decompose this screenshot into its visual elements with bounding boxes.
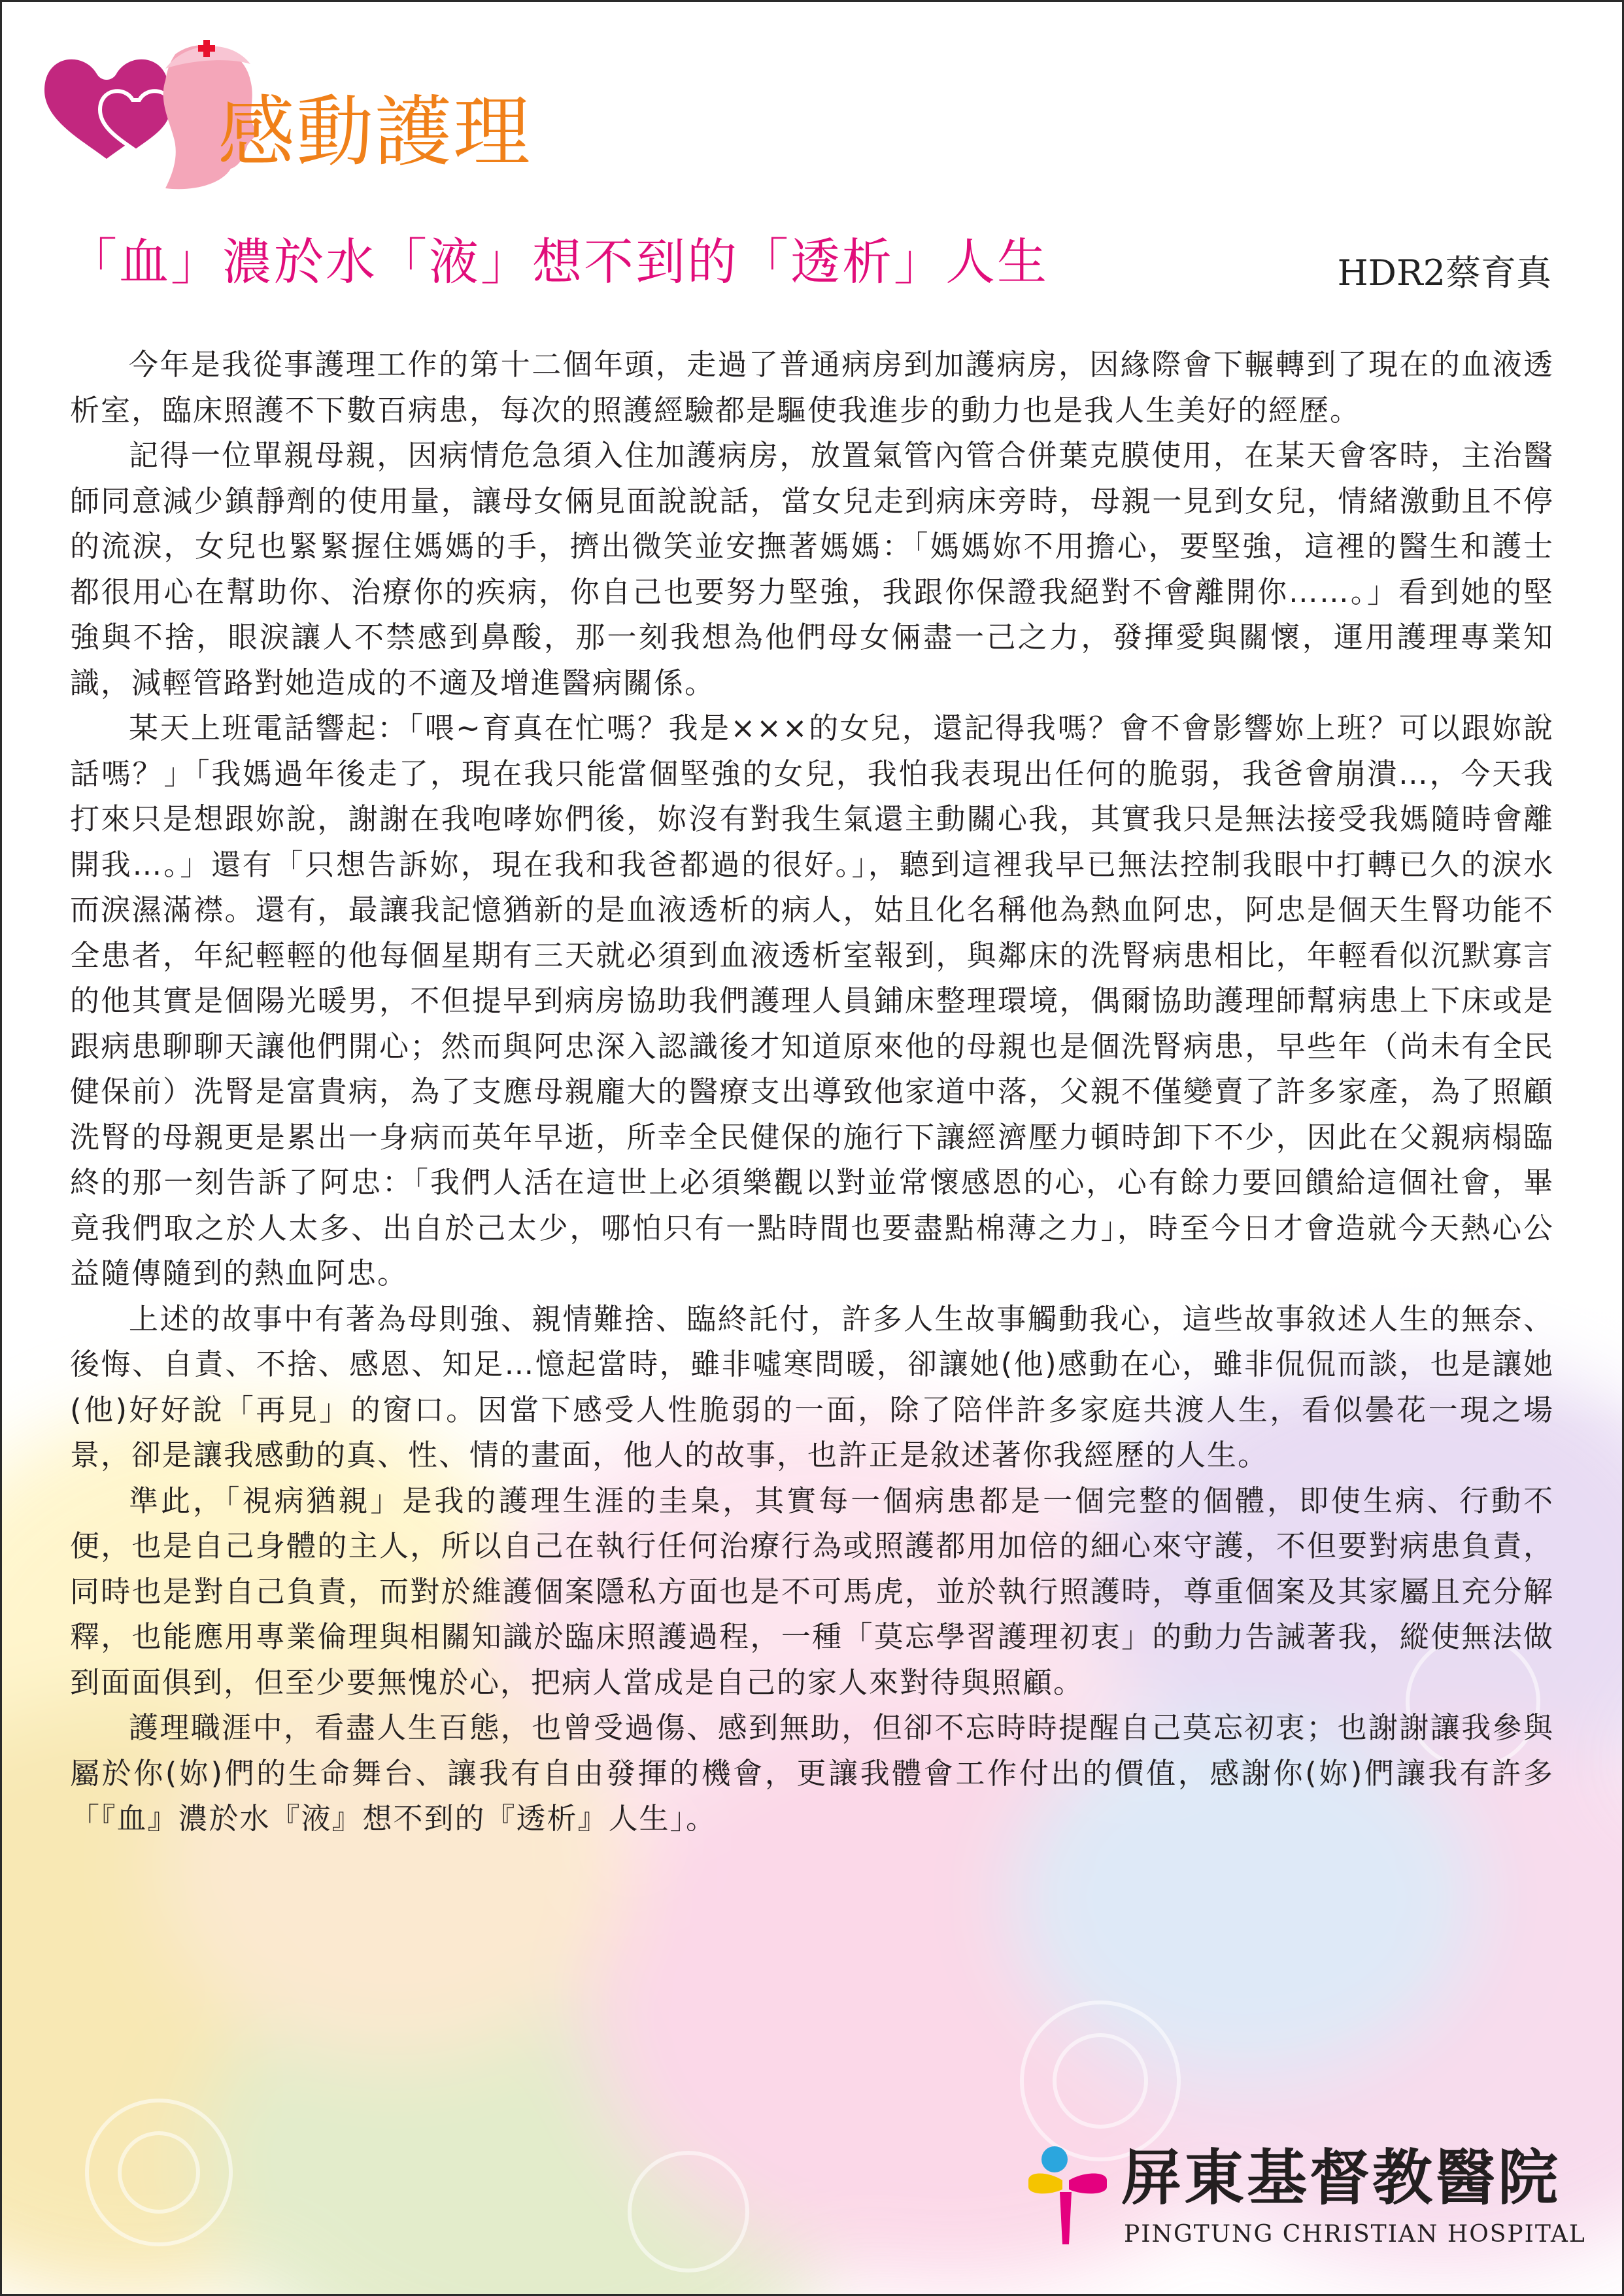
paragraph: 上述的故事中有著為母則強、親情難捨、臨終託付，許多人生故事觸動我心，這些故事敘述人生的無奈、後悔、自責、不捨、感恩、知足…憶起當時，雖非噓寒問暖，卻讓她(他)感動在心，雖非侃侃而談，也是讓她(他)好好說「再見」的窗口。因當下感受人性脆弱的一面，除了陪伴許多家庭共渡人生，看似曇花一現之場景，卻是讓我感動的真、性、情的畫面，他人的故事，也許正是敘述著你我經歷的人生。 [70,1301,1554,1472]
heart-icon [44,59,172,159]
column-title: 感動護理 [218,87,532,177]
article-title: 「血」濃於水「液」想不到的「透析」人生 [67,233,1049,291]
paragraph: 今年是我從事護理工作的第十二個年頭，走過了普通病房到加護病房，因緣際會下輾轉到了現在的血液透析室，臨床照護不下數百病患，每次的照護經驗都是驅使我進步的動力也是我人生美好的經歷。 [70,347,1554,428]
paragraph: 記得一位單親母親，因病情危急須入住加護病房，放置氣管內管合併葉克膜使用，在某天會客時，主治醫師同意減少鎮靜劑的使用量，讓母女倆見面說說話，當女兒走到病床旁時，母親一見到女兒，情緒激動且不停的流淚，女兒也緊緊握住媽媽的手，擠出微笑並安撫著媽媽：「媽媽妳不用擔心，要堅強，這裡的醫生和護士都很用心在幫助你、治療你的疾病，你自己也要努力堅強，我跟你保證我絕對不會離開你……。」看到她的堅強與不捨，眼淚讓人不禁感到鼻酸，那一刻我想為他們母女倆盡一己之力，發揮愛與關懷，運用護理專業知識，減輕管路對她造成的不適及增進醫病關係。 [70,438,1554,700]
paragraph: 某天上班電話響起：「喂~育真在忙嗎？我是×××的女兒，還記得我嗎？會不會影響妳上班？可以跟妳說話嗎？」「我媽過年後走了，現在我只能當個堅強的女兒，我怕我表現出任何的脆弱，我爸會崩潰…，今天我打來只是想跟妳說，謝謝在我咆哮妳們後，妳沒有對我生氣還主動關心我，其實我只是無法接受我媽隨時會離開我…。」還有「只想告訴妳，現在我和我爸都過的很好。」，聽到這裡我早已無法控制我眼中打轉已久的淚水而淚濕滿襟。還有，最讓我記憶猶新的是血液透析的病人，姑且化名稱他為熱血阿忠，阿忠是個天生腎功能不全患者，年紀輕輕的他每個星期有三天就必須到血液透析室報到，與鄰床的洗腎病患相比，年輕看似沉默寡言的他其實是個陽光暖男，不但提早到病房協助我們護理人員鋪床整理環境，偶爾協助護理師幫病患上下床或是跟病患聊聊天讓他們開心；然而與阿忠深入認識後才知道原來他的母親也是個洗腎病患，早些年（尚未有全民健保前）洗腎是富貴病，為了支應母親龐大的醫療支出導致他家道中落，父親不僅變賣了許多家產，為了照顧洗腎的母親更是累出一身病而英年早逝，所幸全民健保的施行下讓經濟壓力頓時卸下不少，因此在父親病榻臨終的那一刻告訴了阿忠：「我們人活在這世上必須樂觀以對並常懷感恩的心，心有餘力要回饋給這個社會，畢竟我們取之於人太多、出自於己太少，哪怕只有一點時間也要盡點棉薄之力」，時至今日才會造就今天熱心公益隨傳隨到的熱血阿忠。 [70,711,1554,1291]
paragraph: 準此，「視病猶親」是我的護理生涯的圭臬，其實每一個病患都是一個完整的個體，即使生病、行動不便，也是自己身體的主人，所以自己在執行任何治療行為或照護都用加倍的細心來守護，不但要對病患負責，同時也是對自己負責，而對於維護個案隱私方面也是不可馬虎，並於執行照護時，尊重個案及其家屬且充分解釋，也能應用專業倫理與相關知識於臨床照護過程，一種「莫忘學習護理初衷」的動力告誡著我，縱使無法做到面面俱到，但至少要無愧於心，把病人當成是自己的家人來對待與照顧。 [70,1483,1554,1700]
hospital-name-chinese: 屏東基督教醫院 [1121,2142,1561,2213]
author-name: HDR2蔡育真 [1337,252,1551,294]
paragraph: 護理職涯中，看盡人生百態，也曾受過傷、感到無助，但卻不忘時時提醒自己莫忘初衷；也謝謝讓我參與屬於你(妳)們的生命舞台、讓我有自由發揮的機會，更讓我體會工作付出的價值，感謝你(妳)們讓我有許多「『血』濃於水『液』想不到的『透析』人生」。 [70,1710,1554,1836]
hospital-name-english: PINGTUNG CHRISTIAN HOSPITAL [1124,2221,1586,2248]
article-body [70,342,1554,1842]
